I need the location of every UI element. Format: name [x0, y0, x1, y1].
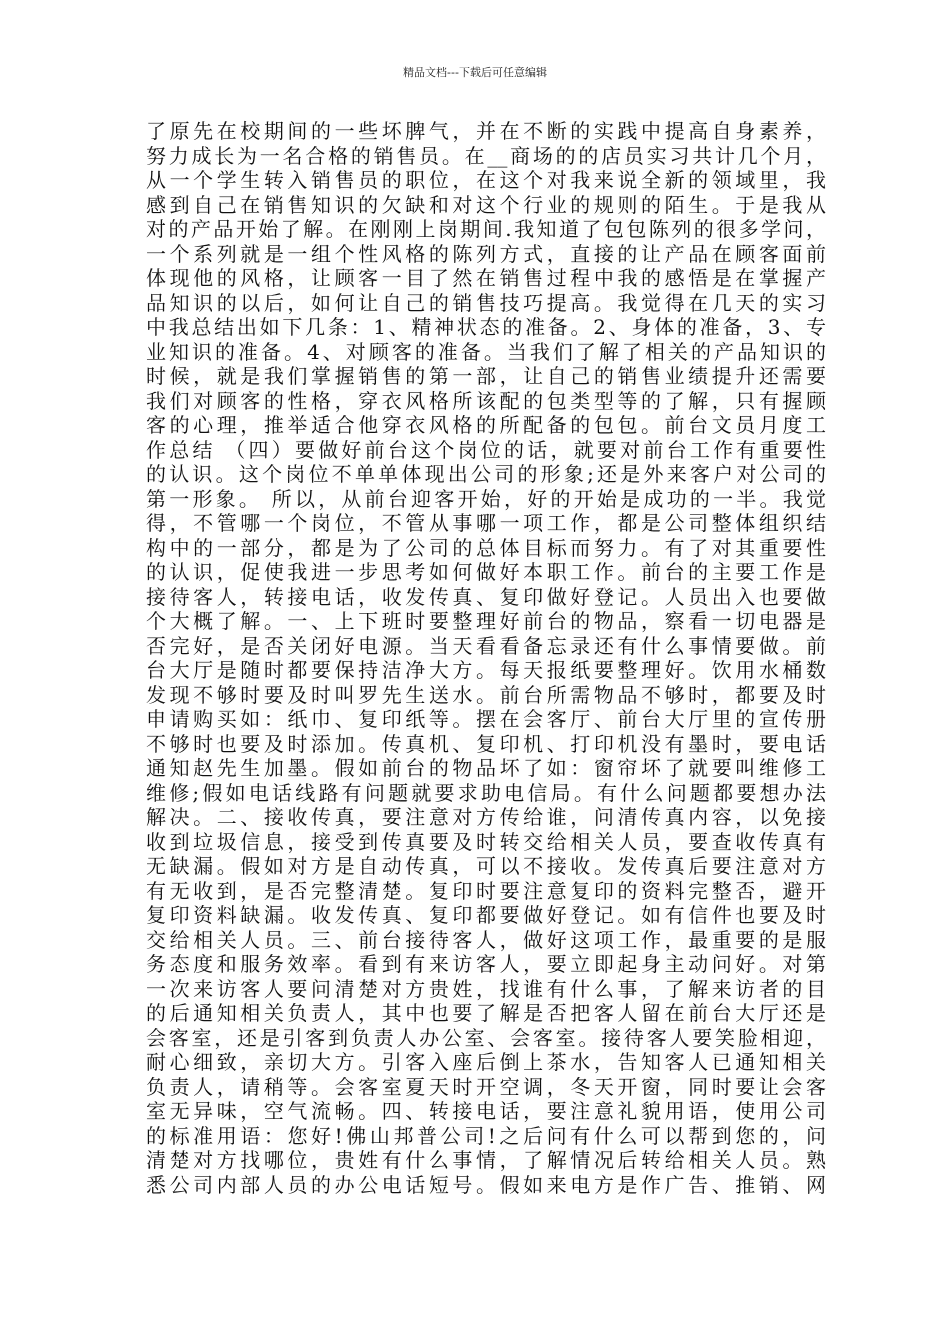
text-line: 了原先在校期间的一些坏脾气，并在不断的实践中提高自身素养，	[146, 119, 826, 143]
text-line: 不够时也要及时添加。传真机、复印机、打印机没有墨时，要电话	[146, 731, 826, 756]
text-line: 作总结 （四）要做好前台这个岗位的话，就要对前台工作有重要性	[146, 437, 826, 462]
text-line: 个大概了解。一、上下班时要整理好前台的物品，察看一切电器是	[146, 609, 826, 633]
text-line: 发现不够时要及时叫罗先生送水。前台所需物品不够时，都要及时	[146, 682, 826, 707]
text-line: 的后通知相关负责人，其中也要了解是否把客人留在前台大厅还是	[146, 1001, 826, 1025]
text-line: 有无收到，是否完整清楚。复印时要注意复印的资料完整否，避开	[146, 878, 826, 903]
text-line: 的认识，促使我进一步思考如何做好本职工作。前台的主要工作是	[146, 560, 826, 584]
text-line: 收到垃圾信息，接受到传真要及时转交给相关人员，要查收传真有	[146, 829, 826, 854]
text-line: 一个系列就是一组个性风格的陈列方式，直接的让产品在顾客面前	[146, 241, 826, 266]
text-line: 我们对顾客的性格，穿衣风格所该配的包类型等的了解，只有握顾	[146, 388, 826, 413]
text-line: 努力成长为一名合格的销售员。在__商场的的店员实习共计几个月，	[146, 143, 826, 168]
text-line: 构中的一部分，都是为了公司的总体目标而努力。有了对其重要性	[146, 535, 826, 560]
text-line: 申请购买如：纸巾、复印纸等。摆在会客厅、前台大厅里的宣传册	[146, 707, 826, 731]
text-line: 的标准用语：您好!佛山邦普公司!之后问有什么可以帮到您的，问	[146, 1123, 826, 1148]
text-line: 解决。二、接收传真，要注意对方传给谁，问清传真内容，以免接	[146, 805, 826, 829]
text-line: 感到自己在销售知识的欠缺和对这个行业的规则的陌生。于是我从	[146, 192, 826, 217]
page-header: 精品文档---下载后可任意编辑	[403, 66, 547, 79]
text-line: 台大厅是随时都要保持洁净大方。每天报纸要整理好。饮用水桶数	[146, 658, 826, 682]
text-line: 务态度和服务效率。看到有来访客人，要立即起身主动问好。对第	[146, 952, 826, 976]
text-line: 一次来访客人要问清楚对方贵姓，找谁有什么事，了解来访者的目	[146, 976, 826, 1001]
text-line: 客的心理，推举适合他穿衣风格的所配备的包包。前台文员月度工	[146, 413, 826, 437]
document-body	[146, 119, 826, 1197]
text-line: 品知识的以后，如何让自己的销售技巧提高。我觉得在几天的实习	[146, 290, 826, 315]
text-line: 悉公司内部人员的办公电话短号。假如来电方是作广告、推销、网	[146, 1172, 826, 1197]
text-line: 第一形象。 所以，从前台迎客开始，好的开始是成功的一半。我觉	[146, 486, 826, 511]
text-line: 无缺漏。假如对方是自动传真，可以不接收。发传真后要注意对方	[146, 854, 826, 878]
text-line: 对的产品开始了解。在刚刚上岗期间.我知道了包包陈列的很多学问，	[146, 217, 826, 241]
text-line: 会客室，还是引客到负责人办公室、会客室。接待客人要笑脸相迎，	[146, 1025, 826, 1050]
text-line: 耐心细致，亲切大方。引客入座后倒上茶水，告知客人已通知相关	[146, 1050, 826, 1074]
text-line: 业知识的准备。4、对顾客的准备。当我们了解了相关的产品知识的	[146, 339, 826, 364]
text-line: 接待客人，转接电话，收发传真、复印做好登记。人员出入也要做	[146, 584, 826, 609]
text-line: 室无异味，空气流畅。四、转接电话，要注意礼貌用语，使用公司	[146, 1099, 826, 1123]
text-line: 交给相关人员。三、前台接待客人，做好这项工作，最重要的是服	[146, 927, 826, 952]
text-line: 通知赵先生加墨。假如前台的物品坏了如：窗帘坏了就要叫维修工	[146, 756, 826, 780]
text-line: 的认识。这个岗位不单单体现出公司的形象;还是外来客户对公司的	[146, 462, 826, 486]
text-line: 得，不管哪一个岗位，不管从事哪一项工作，都是公司整体组织结	[146, 511, 826, 535]
text-line: 时候，就是我们掌握销售的第一部，让自己的销售业绩提升还需要	[146, 364, 826, 388]
text-line: 维修;假如电话线路有问题就要求助电信局。有什么问题都要想办法	[146, 780, 826, 805]
text-line: 负责人，请稍等。会客室夏天时开空调，冬天开窗，同时要让会客	[146, 1074, 826, 1099]
text-line: 中我总结出如下几条：1、精神状态的准备。2、身体的准备，3、专	[146, 315, 826, 339]
text-line: 体现他的风格，让顾客一目了然在销售过程中我的感悟是在掌握产	[146, 266, 826, 290]
text-line: 清楚对方找哪位，贵姓有什么事情，了解情况后转给相关人员。熟	[146, 1148, 826, 1172]
text-line: 复印资料缺漏。收发传真、复印都要做好登记。如有信件也要及时	[146, 903, 826, 927]
text-line: 从一个学生转入销售员的职位，在这个对我来说全新的领域里，我	[146, 168, 826, 192]
text-line: 否完好，是否关闭好电源。当天看看备忘录还有什么事情要做。前	[146, 633, 826, 658]
